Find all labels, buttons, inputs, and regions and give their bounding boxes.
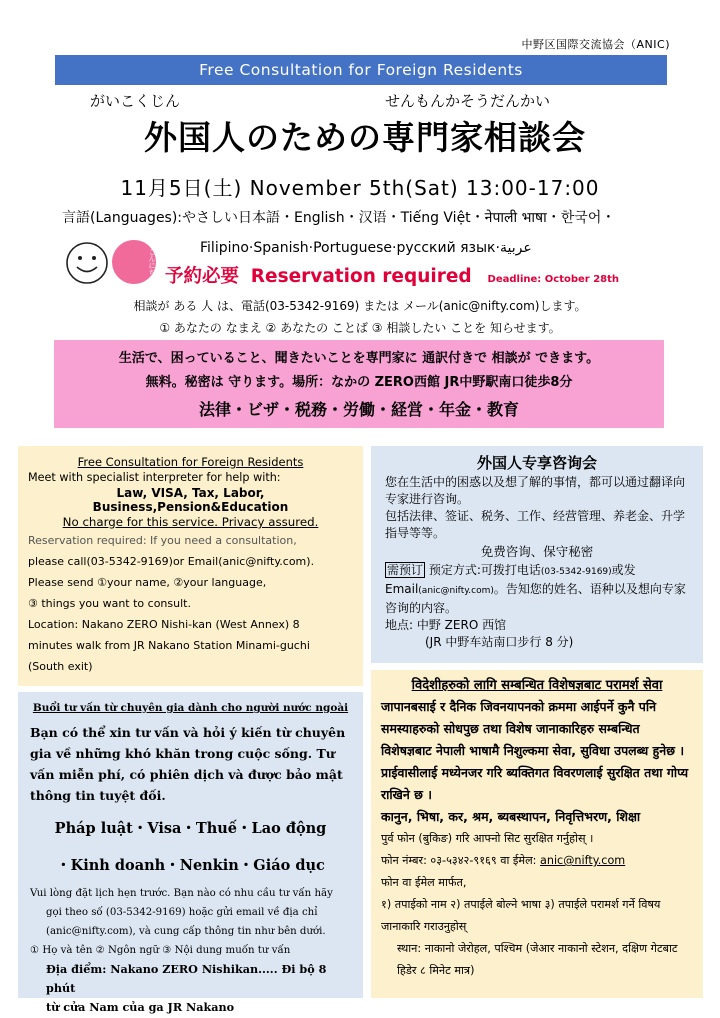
chinese-phone: (03-5342-9169)	[540, 567, 612, 577]
nepali-intro: जापानबसाई र दैनिक जिवनयापनको क्रममा आईपर्ने कुनै पनि समस्याहरुको सोधपुछ तथा विशेष जानाकारिहरु सम्बन्धित विशेषज्ञबाट नेपाली भाषामै निशुल्कमा सेवा, सुविधा उपलब्ध हुनेछ । प्राईवासीलाई मध्येनजर गरि ब्यक्तिगत विवरणलाई सुरक्षित तथा गोप्य राखिने छ ।	[381, 699, 689, 802]
vietnamese-topics-1: Pháp luật・Visa・Thuế・Lao động	[54, 820, 327, 837]
smiley-face-icon	[64, 240, 110, 286]
chinese-section	[371, 446, 703, 663]
chinese-email-label: Email	[385, 582, 419, 596]
vietnamese-line: (anic@nifty.com), và cung cấp thông tin như bên dưới.	[46, 926, 326, 937]
summary-topics: 法律・ビザ・税務・労働・経営・年金・教育	[198, 400, 519, 419]
chinese-or: 或发	[611, 563, 636, 577]
reservation-notice	[165, 262, 619, 288]
english-line: Please send ①your name, ②your language,	[28, 576, 267, 589]
summary-line-1: 生活で、困っていること、聞きたいことを専門家に 通訳付きで 相談が できます。	[118, 351, 600, 366]
chinese-email-line	[385, 581, 689, 617]
deadline: Deadline: October 28th	[487, 274, 620, 285]
chinese-reservation	[385, 562, 689, 581]
nepali-title: विदेशीहरुको लागि सम्बन्धित विशेषज्ञबाट परामर्श सेवा	[411, 678, 663, 693]
english-line: Location: Nakano ZERO Nishi-kan (West Annex) 8	[28, 618, 300, 631]
vietnamese-line: Vui lòng đặt lịch hẹn trước. Bạn nào có nhu cầu tư vấn hãy	[30, 888, 333, 899]
nepali-line: पुर्व फोन (बुकिङ) गरि आफ्नो सिट सुरक्षित गर्नुहोस् ।	[381, 832, 594, 845]
nepali-phone: फोन नंम्बर: ०३-५३४२-९१६९ वा ईमेल:	[381, 854, 540, 867]
chinese-paragraph-1: 您在生活中的困惑以及想了解的事情，都可以通过翻译向专家进行咨询。	[385, 475, 686, 506]
vietnamese-title: Buổi tư vấn từ chuyên gia dành cho người nước ngoài	[32, 702, 349, 714]
vietnamese-line: gọi theo số (03-5342-9169) hoặc gửi email về địa chỉ	[46, 907, 318, 918]
contact-line-2: ① あなたの なまえ ② あなたの ことば ③ 相談したい ことを 知らせます。	[159, 321, 561, 335]
japanese-summary-box	[54, 340, 664, 428]
vietnamese-intro: Bạn có thể xin tư vấn và hỏi ý kiến từ chuyên gia về những khó khăn trong cuộc sống. Tư vấn miễn phí, có phiên dịch và được bảo mật thông tin tuyệt đối.	[30, 725, 346, 803]
page-title: 外国人のための専門家相談会	[144, 118, 586, 157]
vietnamese-location: Địa điểm: Nakano ZERO Nishikan..... Đi bộ 8 phút	[46, 962, 327, 995]
contact-line-1: 相談が ある 人 は、電話(03-5342-9169) または メール(anic@nifty.com)します。	[133, 299, 587, 313]
chinese-email: (anic@nifty.com)	[418, 586, 494, 596]
chinese-reserve-label: 需预订	[387, 563, 424, 577]
vietnamese-topics-2: ・Kinh doanh・Nenkin・Giáo dục	[56, 857, 325, 874]
nepali-topics: कानुन, भिषा, कर, श्रम, ब्यबस्थापन, निवृत्तिभरण, शिक्षा	[381, 809, 641, 824]
english-line: (South exit)	[28, 660, 93, 673]
nepali-phone-line	[381, 850, 693, 872]
chinese-location: 地点: 中野 ZERO 西馆	[385, 618, 507, 632]
nepali-email: anic@nifty.com	[540, 854, 626, 867]
ruby-gaikokujin: がいこくじん	[90, 92, 181, 110]
english-section	[18, 446, 363, 686]
top-banner: Free Consultation for Foreign Residents	[55, 55, 667, 85]
title-ruby	[80, 90, 650, 108]
event-date: 11月5日(土) November 5th(Sat) 13:00-17:00	[120, 176, 600, 200]
english-topics-2: Business,Pension&Education	[92, 500, 289, 514]
chinese-paragraph-2: 包括法律、签证、税务、工作、经营管理、养老金、升学指导等等。	[385, 509, 686, 540]
english-title: Free Consultation for Foreign Residents	[77, 455, 304, 469]
nepali-line: फोन वा ईमेल मार्फत,	[381, 876, 467, 889]
english-line: minutes walk from JR Nakano Station Minami-guchi	[28, 639, 310, 652]
nepali-section	[371, 670, 703, 998]
english-no-charge: No charge for this service. Privacy assured.	[62, 515, 319, 529]
chinese-location-detail: (JR 中野车站南口步行 8 分)	[425, 635, 574, 649]
english-topics-1: Law, VISA, Tax, Labor,	[116, 486, 265, 500]
reservation-en: Reservation required	[250, 266, 472, 287]
chinese-email-text: 。告知您的姓名、语种以及想向专家咨询的内容。	[385, 582, 686, 615]
languages-line-1: 言語(Languages):やさしい日本語・English・汉语・Tiếng Việt・नेपाली भाषा・한국어・	[62, 210, 616, 226]
english-line: Reservation required: If you need a consultation,	[28, 534, 297, 547]
english-line: please call(03-5342-9169)or Email(anic@nifty.com).	[28, 555, 315, 568]
english-line: ③ things you want to consult.	[28, 597, 191, 610]
greeting-logo: こんにちは	[112, 240, 156, 284]
english-intro: Meet with specialist interpreter for help with:	[28, 471, 281, 484]
main-title-block	[80, 92, 650, 159]
vietnamese-section	[18, 692, 363, 1014]
languages-line-2: Filipino·Spanish·Portuguese·русский язык·عربية	[200, 240, 532, 256]
organization-name: 中野区国際交流協会（ANIC)	[521, 38, 670, 51]
summary-line-2: 無料。秘密は 守ります。場所：なかの ZERO西館 JR中野駅南口徒歩8分	[145, 375, 573, 390]
nepali-location: स्थान: नाकानो जेरोहल, पश्चिम (जेआर नाकानो स्टेशन, दक्षिण गेटबाट हिडेर ८ मिनेट मात्र)	[397, 942, 678, 977]
nepali-line: १) तपाईको नाम २) तपाईले बोल्ने भाषा ३) तपाईले परामर्श गर्ने विषय जानाकारि गराउनुहोस्	[381, 898, 661, 933]
chinese-subtitle: 免费咨询、保守秘密	[480, 544, 594, 559]
reservation-jp: 予約必要	[165, 266, 240, 287]
ruby-senmonka: せんもんかそうだんかい	[385, 92, 551, 110]
chinese-reserve-method: 预定方式:可拨打电话	[425, 563, 541, 577]
chinese-title: 外国人专享咨询会	[476, 454, 597, 472]
vietnamese-location-detail: từ cửa Nam của ga JR Nakano	[46, 1000, 235, 1014]
vietnamese-line: ① Họ và tên ② Ngôn ngữ ③ Nội dung muốn tư vấn	[30, 945, 291, 956]
